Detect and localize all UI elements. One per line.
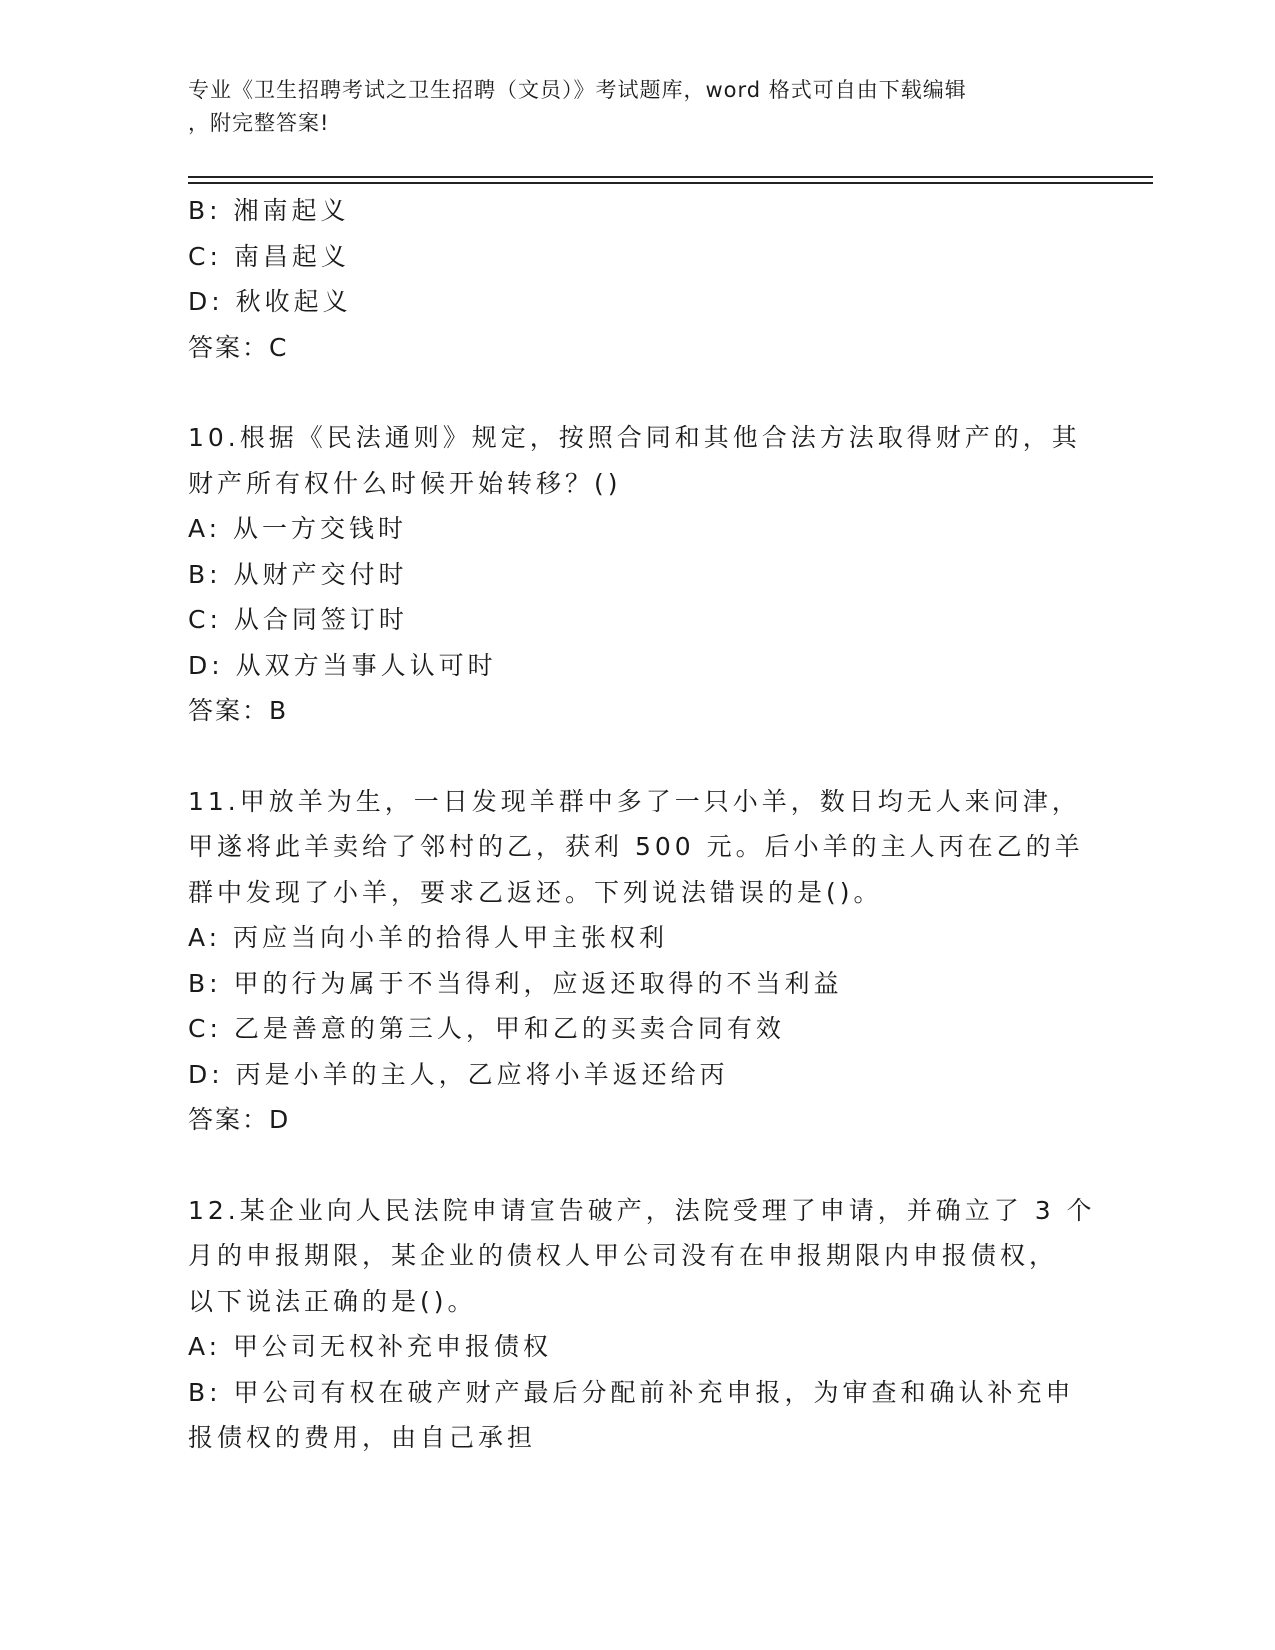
header-divider-top	[188, 176, 1153, 178]
option-d: D: 丙是小羊的主人，乙应将小羊返还给丙	[188, 1059, 729, 1089]
option-a: A: 甲公司无权补充申报债权	[188, 1332, 553, 1361]
option-d: D: 从双方当事人认可时	[188, 650, 497, 680]
question-list	[188, 188, 1096, 1461]
question-text-line: 财产所有权什么时候开始转移？()	[188, 468, 622, 498]
question-text-line: 月的申报期限，某企业的债权人甲公司没有在申报期限内申报债权，	[188, 1241, 1059, 1270]
question-12	[188, 1188, 1096, 1461]
option-b: B: 甲公司有权在破产财产最后分配前补充申报，为审查和确认补充申	[188, 1377, 1075, 1407]
answer-label: 答案：D	[188, 1105, 291, 1134]
option-b-continued: 报债权的费用，由自己承担	[188, 1423, 537, 1452]
header-line-1: 专业《卫生招聘考试之卫生招聘（文员）》考试题库，word 格式可自由下载编辑	[188, 78, 967, 102]
question-9-tail	[188, 188, 1088, 370]
option-b: B: 甲的行为属于不当得利，应返还取得的不当利益	[188, 968, 843, 998]
question-text-line: 甲遂将此羊卖给了邻村的乙，获利 500 元。后小羊的主人丙在乙的羊	[188, 832, 1084, 861]
question-text-line: 11.甲放羊为生，一日发现羊群中多了一只小羊，数日均无人来问津，	[188, 786, 1081, 816]
answer-label: 答案：B	[188, 696, 289, 725]
option-a: A: 丙应当向小羊的拾得人甲主张权利	[188, 923, 669, 952]
spacer	[188, 370, 1088, 415]
option-d: D: 秋收起义	[188, 287, 352, 316]
option-c: C: 乙是善意的第三人，甲和乙的买卖合同有效	[188, 1014, 785, 1043]
option-c: C: 南昌起义	[188, 241, 350, 271]
question-11	[188, 779, 1088, 1143]
spacer	[188, 1143, 1088, 1188]
spacer	[188, 734, 1088, 779]
question-text-line: 12.某企业向人民法院申请宣告破产，法院受理了申请，并确立了 3 个	[188, 1195, 1096, 1225]
option-b: B: 从财产交付时	[188, 559, 408, 589]
option-a: A: 从一方交钱时	[188, 514, 408, 543]
question-text-line: 以下说法正确的是()。	[188, 1286, 477, 1316]
question-text-line: 群中发现了小羊，要求乙返还。下列说法错误的是()。	[188, 877, 883, 907]
option-b: B: 湘南起义	[188, 196, 350, 225]
header-divider-bottom	[188, 182, 1153, 184]
document-header	[188, 74, 1068, 140]
question-text-line: 10.根据《民法通则》规定，按照合同和其他合法方法取得财产的，其	[188, 423, 1081, 452]
answer-label: 答案：C	[188, 332, 289, 362]
option-c: C: 从合同签订时	[188, 605, 408, 634]
question-10	[188, 415, 1088, 734]
header-line-2: ，附完整答案!	[188, 111, 330, 135]
